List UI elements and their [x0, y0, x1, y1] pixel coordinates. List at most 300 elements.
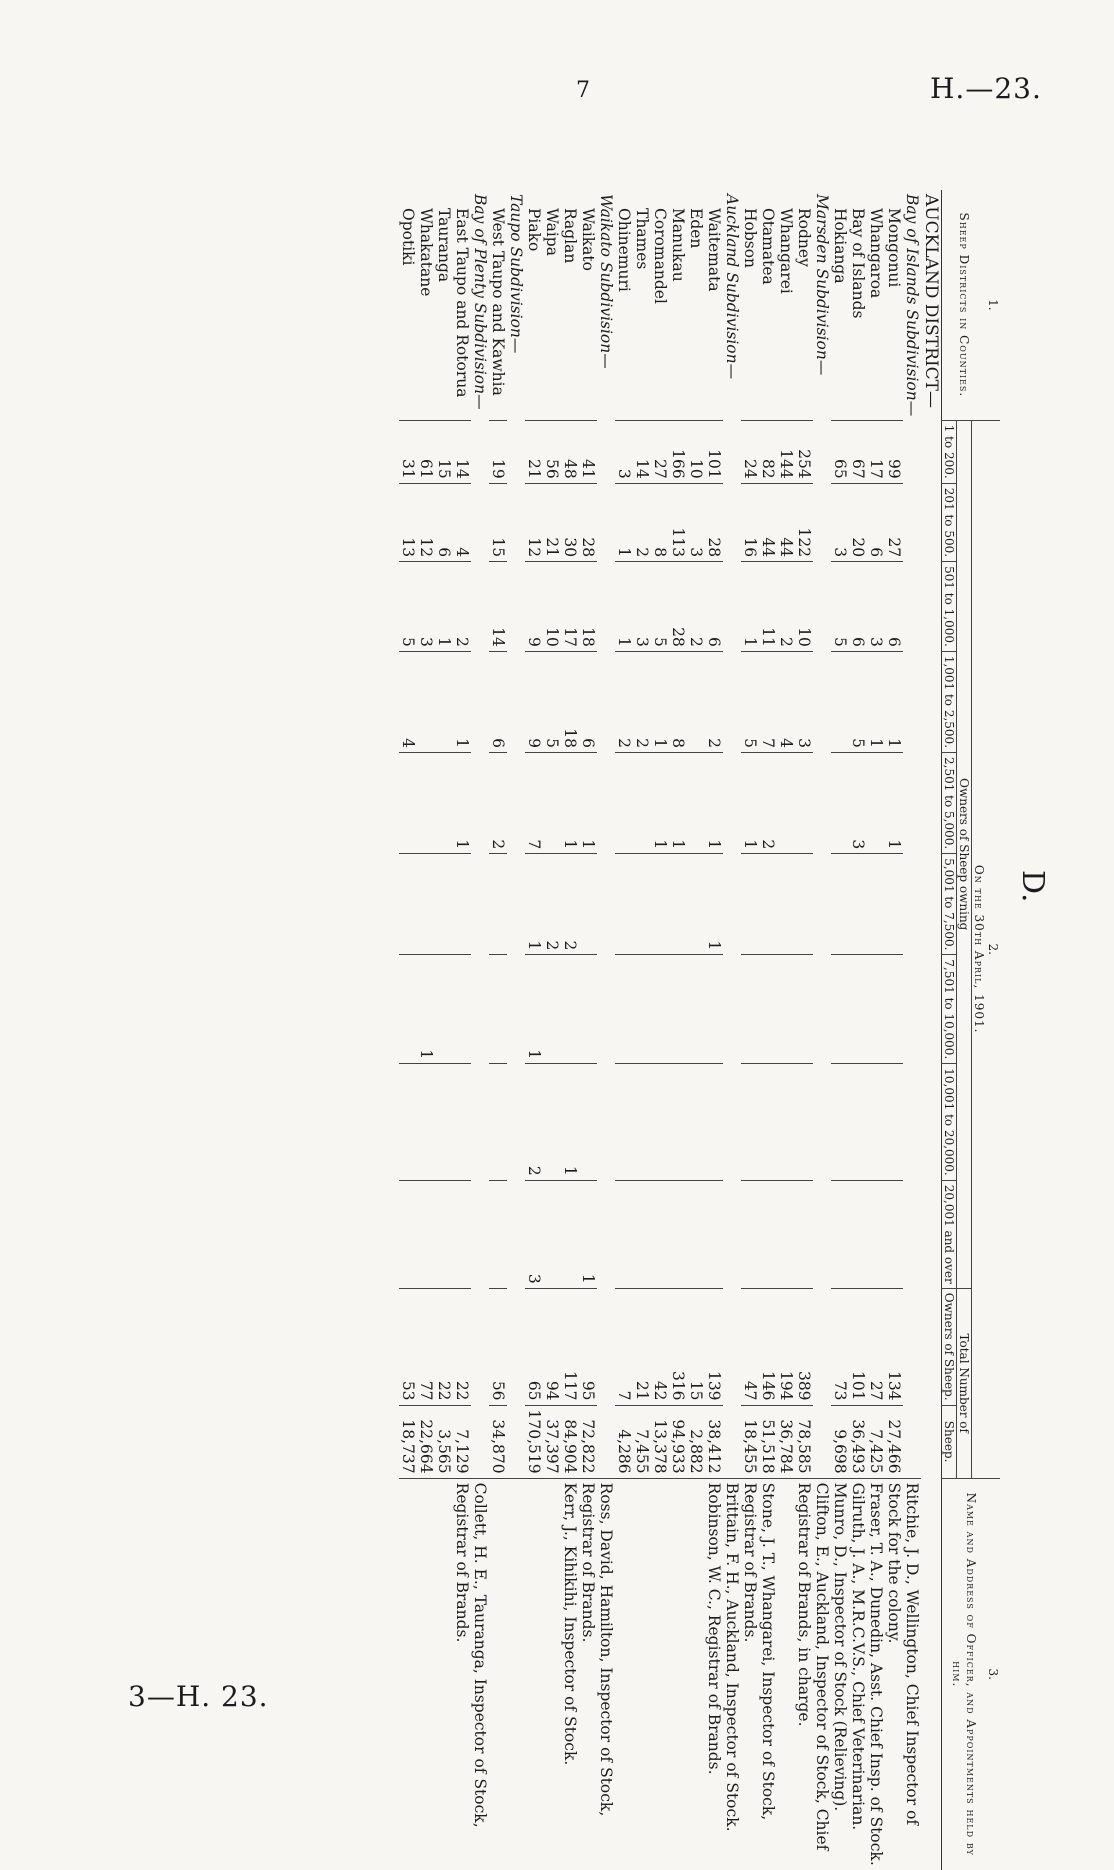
- owners-range-cell: [867, 1180, 885, 1288]
- col2-title: On the 30th April, 1901.: [972, 420, 987, 1478]
- owners-range-cell: 7: [525, 753, 543, 854]
- county-name: West Taupo and Kawhia: [489, 208, 507, 396]
- owners-range-cell: 1: [453, 753, 471, 854]
- owners-range-cell: 1: [561, 1064, 579, 1180]
- owners-range-cell: 44: [759, 483, 777, 561]
- owners-total-cell: 194: [777, 1288, 795, 1405]
- owners-range-cell: 2: [633, 483, 651, 561]
- owners-range-cell: 1: [651, 651, 669, 752]
- officer-line: Registrar of Brands, in charge.: [795, 1482, 813, 1727]
- owners-range-cell: 2: [777, 562, 795, 652]
- owners-range-cell: [669, 1180, 687, 1288]
- owners-range-cell: 31: [399, 420, 417, 483]
- owners-range-cell: [651, 955, 669, 1064]
- officer-cell: [831, 1478, 921, 1870]
- owners-range-cell: 14: [453, 420, 471, 483]
- owners-range-cell: [831, 753, 849, 854]
- owners-range-cell: 27: [885, 483, 903, 561]
- owners-range-cell: [849, 955, 867, 1064]
- owners-range-cell: 18: [561, 651, 579, 752]
- sheep-total-cell: 78,585: [795, 1405, 813, 1478]
- owners-range-cell: [651, 854, 669, 955]
- owners-range-cell: 3: [687, 483, 705, 561]
- owners-range-cell: [435, 955, 453, 1064]
- owners-range-cell: 28: [579, 483, 597, 561]
- range-header: 2,501 to 5,000.: [942, 753, 957, 854]
- owners-range-cell: 6: [705, 562, 723, 652]
- owners-range-cell: 101: [705, 420, 723, 483]
- owners-range-cell: [777, 955, 795, 1064]
- officer-line: Registrar of Brands.: [453, 1482, 471, 1643]
- owners-range-cell: [417, 753, 435, 854]
- owners-range-cell: 8: [651, 483, 669, 561]
- owners-range-cell: [795, 1180, 813, 1288]
- owners-range-cell: 10: [795, 562, 813, 652]
- owners-range-cell: 1: [705, 854, 723, 955]
- owners-range-cell: 6: [849, 562, 867, 652]
- owners-range-cell: 1: [525, 955, 543, 1064]
- sheep-total-cell: 36,784: [777, 1405, 795, 1478]
- owners-range-cell: 24: [741, 420, 759, 483]
- owners-range-cell: [417, 1180, 435, 1288]
- owners-range-cell: [579, 1064, 597, 1180]
- owners-total-cell: 94: [543, 1288, 561, 1405]
- owners-range-cell: [435, 1064, 453, 1180]
- owners-range-cell: 144: [777, 420, 795, 483]
- owners-range-cell: 2: [615, 651, 633, 752]
- county-name: Whangaroa: [867, 208, 885, 299]
- owners-range-cell: [687, 955, 705, 1064]
- owners-total-cell: 56: [489, 1288, 507, 1405]
- owners-range-cell: [435, 854, 453, 955]
- owners-total-cell: 139: [705, 1288, 723, 1405]
- officer-line: Robinson, W. C., Registrar of Brands.: [705, 1482, 723, 1775]
- county-name: Otamatea: [759, 208, 777, 285]
- owners-range-cell: 3: [849, 753, 867, 854]
- owners-range-cell: 254: [795, 420, 813, 483]
- sheep-total-cell: 170,519: [525, 1405, 543, 1478]
- owners-range-cell: [543, 1064, 561, 1180]
- owners-range-cell: 10: [543, 562, 561, 652]
- range-header: 501 to 1,000.: [942, 562, 957, 652]
- owners-range-cell: 21: [525, 420, 543, 483]
- owners-range-cell: [453, 1064, 471, 1180]
- county-name: Eden: [687, 208, 705, 249]
- sheep-total-cell: 18,455: [741, 1405, 759, 1478]
- owners-range-cell: 18: [579, 562, 597, 652]
- sheep-total-cell: 7,129: [453, 1405, 471, 1478]
- owners-range-cell: 5: [741, 651, 759, 752]
- owners-range-cell: 27: [651, 420, 669, 483]
- owners-range-cell: 67: [849, 420, 867, 483]
- owners-range-cell: 1: [525, 854, 543, 955]
- owners-range-cell: 99: [885, 420, 903, 483]
- owners-total-cell: 65: [525, 1288, 543, 1405]
- officer-line: Registrar of Brands.: [741, 1482, 759, 1643]
- owners-range-cell: [435, 1180, 453, 1288]
- owners-range-cell: [687, 1180, 705, 1288]
- owners-range-cell: 1: [615, 483, 633, 561]
- owners-range-cell: [615, 854, 633, 955]
- owners-range-cell: [651, 1180, 669, 1288]
- owners-range-cell: 20: [849, 483, 867, 561]
- owners-range-cell: [417, 1064, 435, 1180]
- owners-total-cell: 389: [795, 1288, 813, 1405]
- owners-range-cell: [543, 753, 561, 854]
- owners-range-cell: [759, 955, 777, 1064]
- county-name: Opotiki: [399, 208, 417, 266]
- officer-line: Registrar of Brands.: [579, 1482, 597, 1643]
- county-name: Raglan: [561, 208, 579, 264]
- page-number: 7: [576, 78, 591, 103]
- range-header: 201 to 500.: [942, 483, 957, 561]
- owners-range-cell: [561, 1180, 579, 1288]
- owners-range-cell: 4: [399, 651, 417, 752]
- col1-title: Sheep Districts in Counties.: [957, 212, 971, 398]
- officer-line: Gilruth, J. A., M.R.C.V.S., Chief Veterinarian.: [849, 1482, 867, 1831]
- owners-range-cell: [399, 1064, 417, 1180]
- owners-range-cell: 12: [417, 483, 435, 561]
- owners-range-cell: [885, 1180, 903, 1288]
- owners-range-cell: [633, 854, 651, 955]
- owners-range-cell: 6: [579, 651, 597, 752]
- owners-total-cell: 101: [849, 1288, 867, 1405]
- owners-range-cell: 4: [453, 483, 471, 561]
- owners-range-cell: [669, 854, 687, 955]
- county-name: Piako: [525, 208, 543, 252]
- owners-range-cell: 4: [777, 651, 795, 752]
- subdivision-name: Waikato Subdivision—: [597, 194, 615, 369]
- owners-range-cell: [849, 1180, 867, 1288]
- owners-range-cell: [561, 955, 579, 1064]
- owners-range-cell: [579, 854, 597, 955]
- owners-range-cell: 6: [867, 483, 885, 561]
- owners-range-cell: 8: [669, 651, 687, 752]
- owners-total-cell: 47: [741, 1288, 759, 1405]
- owners-range-cell: 2: [453, 562, 471, 652]
- county-name: Manukau: [669, 208, 687, 282]
- owners-range-cell: [453, 955, 471, 1064]
- sheep-total-cell: 3,565: [435, 1405, 453, 1478]
- range-header: 7,501 to 10,000.: [942, 955, 957, 1064]
- range-header: 1,001 to 2,500.: [942, 651, 957, 752]
- sheep-total-cell: 4,286: [615, 1405, 633, 1478]
- owners-range-cell: [885, 955, 903, 1064]
- owners-range-cell: [741, 955, 759, 1064]
- county-name: Hobson: [741, 208, 759, 269]
- county-name: Rodney: [795, 208, 813, 267]
- subdivision-row: [507, 190, 525, 1870]
- owners-range-cell: [795, 753, 813, 854]
- owners-range-cell: 6: [435, 483, 453, 561]
- sheep-total-cell: 72,822: [579, 1405, 597, 1478]
- owners-total-cell: 95: [579, 1288, 597, 1405]
- section-letter: D.: [1015, 870, 1050, 903]
- sheep-owners-table: [399, 190, 1000, 1870]
- owners-range-cell: [615, 1064, 633, 1180]
- owners-range-cell: 6: [489, 651, 507, 752]
- sheep-total-cell: 94,933: [669, 1405, 687, 1478]
- owners-range-cell: [489, 1180, 507, 1288]
- owners-total-cell: 42: [651, 1288, 669, 1405]
- owners-range-cell: 122: [795, 483, 813, 561]
- subdivision-row: [723, 190, 741, 1870]
- owners-range-cell: [669, 955, 687, 1064]
- owners-range-cell: [453, 854, 471, 955]
- sheep-total-cell: 34,870: [489, 1405, 507, 1478]
- page-reference-left: 3—H. 23.: [128, 1680, 269, 1713]
- owners-range-cell: 1: [615, 562, 633, 652]
- owners-range-cell: 48: [561, 420, 579, 483]
- owners-range-cell: [687, 854, 705, 955]
- owners-total-header: Owners of Sheep.: [942, 1288, 957, 1405]
- owners-range-cell: 1: [579, 753, 597, 854]
- owners-range-cell: 5: [651, 562, 669, 652]
- range-header: 20,001 and over: [942, 1180, 957, 1288]
- sheep-total-cell: 13,378: [651, 1405, 669, 1478]
- county-name: Tauranga: [435, 208, 453, 283]
- county-name: Hokianga: [831, 208, 849, 284]
- officer-line: [777, 1483, 795, 1866]
- owners-range-cell: 17: [561, 562, 579, 652]
- owners-range-cell: [705, 1180, 723, 1288]
- owners-range-cell: 7: [759, 651, 777, 752]
- owners-range-cell: 16: [741, 483, 759, 561]
- officer-line: Ritchie, J. D., Wellington, Chief Inspector of: [903, 1482, 921, 1826]
- owners-range-cell: [399, 1180, 417, 1288]
- owners-range-cell: [777, 1064, 795, 1180]
- officer-line: Fraser, T. A., Dunedin, Asst. Chief Insp. of Stock.: [867, 1482, 885, 1866]
- owners-range-cell: 1: [741, 753, 759, 854]
- owners-range-cell: [615, 1180, 633, 1288]
- owners-total-cell: 27: [867, 1288, 885, 1405]
- county-name: Waipa: [543, 208, 561, 256]
- owners-range-cell: 44: [777, 483, 795, 561]
- sheep-total-cell: 18,737: [399, 1405, 417, 1478]
- owners-range-cell: [543, 955, 561, 1064]
- sheep-total-cell: 2,882: [687, 1405, 705, 1478]
- owners-range-cell: 1: [561, 753, 579, 854]
- owners-range-cell: 19: [489, 420, 507, 483]
- sheep-total-cell: 27,466: [885, 1405, 903, 1478]
- owners-range-cell: 113: [669, 483, 687, 561]
- owners-total-cell: 117: [561, 1288, 579, 1405]
- owners-range-cell: [687, 753, 705, 854]
- owners-range-cell: 56: [543, 420, 561, 483]
- owners-range-cell: 2: [561, 854, 579, 955]
- owners-range-cell: [435, 753, 453, 854]
- owners-range-cell: [777, 1180, 795, 1288]
- range-header: 1 to 200.: [942, 420, 957, 483]
- officer-line: Munro, D., Inspector of Stock (Relieving).: [831, 1482, 849, 1812]
- owners-range-cell: [633, 753, 651, 854]
- sheep-total-cell: 37,397: [543, 1405, 561, 1478]
- owners-range-cell: [579, 955, 597, 1064]
- owners-range-cell: [759, 1180, 777, 1288]
- page-reference-right: H.—23.: [930, 72, 1042, 105]
- owners-range-cell: 1: [579, 1180, 597, 1288]
- owners-range-cell: 1: [705, 753, 723, 854]
- owners-range-cell: 2: [489, 753, 507, 854]
- subdivision-row: [471, 190, 489, 1870]
- owners-range-cell: 65: [831, 420, 849, 483]
- owners-range-cell: [831, 1064, 849, 1180]
- owners-range-cell: [741, 1064, 759, 1180]
- col3-number: 3.: [986, 1478, 1000, 1870]
- owners-total-cell: 22: [435, 1288, 453, 1405]
- subdivision-row: [597, 190, 615, 1870]
- table-body: [399, 190, 942, 1870]
- owners-range-cell: 166: [669, 420, 687, 483]
- officer-line: Stock for the colony.: [885, 1482, 903, 1644]
- owners-range-cell: [795, 1064, 813, 1180]
- owners-range-cell: 17: [867, 420, 885, 483]
- owners-range-cell: 12: [525, 483, 543, 561]
- range-header: 10,001 to 20,000.: [942, 1064, 957, 1180]
- owners-range-cell: [831, 651, 849, 752]
- owners-total-cell: 22: [453, 1288, 471, 1405]
- officer-line: Kerr, J., Kihikihi, Inspector of Stock.: [561, 1482, 579, 1766]
- sheep-total-cell: 38,412: [705, 1405, 723, 1478]
- owners-total-cell: 53: [399, 1288, 417, 1405]
- owners-range-cell: 3: [615, 420, 633, 483]
- sheep-total-cell: 22,664: [417, 1405, 435, 1478]
- subdivision-name: Taupo Subdivision—: [507, 194, 525, 354]
- owners-range-cell: [687, 651, 705, 752]
- owners-range-cell: 1: [417, 955, 435, 1064]
- county-name: Bay of Islands: [849, 208, 867, 319]
- owners-range-cell: 11: [759, 562, 777, 652]
- officer-line: Clifton, E., Auckland, Inspector of Stock, Chief: [813, 1482, 831, 1851]
- owners-range-cell: [489, 854, 507, 955]
- owners-range-cell: 9: [525, 562, 543, 652]
- owners-range-cell: 5: [399, 562, 417, 652]
- county-name: Ohinemuri: [615, 208, 633, 292]
- owners-range-cell: [687, 1064, 705, 1180]
- owners-range-cell: [777, 854, 795, 955]
- col3-title: Name and Address of Officer, and Appointments held by him.: [942, 1478, 987, 1870]
- county-name: East Taupo and Rotorua: [453, 208, 471, 398]
- owners-range-cell: [417, 854, 435, 955]
- owners-range-cell: 5: [543, 651, 561, 752]
- owners-range-cell: 2: [633, 651, 651, 752]
- owners-range-cell: 6: [885, 562, 903, 652]
- owners-range-cell: [543, 1180, 561, 1288]
- owners-range-cell: [633, 1064, 651, 1180]
- owners-range-cell: [705, 1064, 723, 1180]
- officer-cell: [399, 1478, 489, 1870]
- owners-range-cell: 5: [849, 651, 867, 752]
- owners-total-cell: 134: [885, 1288, 903, 1405]
- officer-line: Collett, H. E., Tauranga, Inspector of Stock,: [471, 1482, 489, 1828]
- range-header: 5,001 to 7,500.: [942, 854, 957, 955]
- col1-number: 1.: [986, 299, 1000, 311]
- owners-range-cell: 13: [399, 483, 417, 561]
- officer-line: Stone, J. T., Whangarei, Inspector of Stock,: [759, 1482, 777, 1821]
- subdivision-row: [813, 190, 831, 1870]
- owners-range-cell: 3: [633, 562, 651, 652]
- owners-range-cell: [885, 1064, 903, 1180]
- owners-range-cell: 2: [705, 651, 723, 752]
- owners-total-cell: 316: [669, 1288, 687, 1405]
- owners-range-cell: 28: [669, 562, 687, 652]
- county-name: Mongonui: [885, 208, 903, 288]
- owners-range-cell: 28: [705, 483, 723, 561]
- owners-range-cell: 2: [525, 1064, 543, 1180]
- owners-range-cell: 3: [795, 651, 813, 752]
- owners-total-cell: 15: [687, 1288, 705, 1405]
- owners-total-cell: 146: [759, 1288, 777, 1405]
- owners-range-cell: 1: [867, 651, 885, 752]
- owners-total-cell: 77: [417, 1288, 435, 1405]
- sheep-total-cell: 51,518: [759, 1405, 777, 1478]
- owners-range-cell: [867, 955, 885, 1064]
- owners-range-cell: 3: [525, 1180, 543, 1288]
- owners-range-cell: [399, 955, 417, 1064]
- owners-range-cell: 15: [435, 420, 453, 483]
- owners-range-cell: [831, 854, 849, 955]
- subdivision-name: Auckland Subdivision—: [723, 194, 741, 380]
- sheep-total-header: Sheep.: [942, 1405, 957, 1478]
- owners-range-cell: [867, 854, 885, 955]
- owners-range-cell: [633, 955, 651, 1064]
- owners-range-cell: 10: [687, 420, 705, 483]
- owners-range-cell: [633, 1180, 651, 1288]
- officer-cell: [489, 1478, 525, 1870]
- owners-range-cell: [885, 854, 903, 955]
- county-name: Waikato: [579, 208, 597, 271]
- officer-line: Brittain, F. H., Auckland, Inspector of Stock.: [723, 1482, 741, 1832]
- owners-range-cell: [849, 854, 867, 955]
- sheep-total-cell: 7,455: [633, 1405, 651, 1478]
- sheep-total-cell: 36,493: [849, 1405, 867, 1478]
- owners-range-cell: 30: [561, 483, 579, 561]
- owners-range-cell: [651, 1064, 669, 1180]
- owners-range-cell: [867, 753, 885, 854]
- owners-range-cell: [453, 1180, 471, 1288]
- subdivision-row: [903, 190, 921, 1870]
- owners-range-cell: [867, 1064, 885, 1180]
- subdivision-name: Bay of Plenty Subdivision—: [471, 194, 489, 410]
- owners-range-cell: 1: [741, 562, 759, 652]
- county-name: Waitemata: [705, 208, 723, 292]
- county-name: Whakatane: [417, 208, 435, 297]
- owners-range-cell: 1: [885, 651, 903, 752]
- owners-group-header: Owners of Sheep owning: [957, 420, 972, 1288]
- owners-range-cell: 1: [453, 651, 471, 752]
- district-name: AUCKLAND DISTRICT—: [921, 194, 941, 408]
- owners-range-cell: [489, 955, 507, 1064]
- owners-range-cell: [399, 753, 417, 854]
- owners-range-cell: 1: [669, 753, 687, 854]
- owners-range-cell: [705, 955, 723, 1064]
- owners-range-cell: 14: [633, 420, 651, 483]
- officer-cell: [525, 1478, 615, 1870]
- owners-range-cell: [831, 955, 849, 1064]
- owners-range-cell: 2: [687, 562, 705, 652]
- owners-range-cell: [759, 854, 777, 955]
- owners-range-cell: [849, 1064, 867, 1180]
- owners-range-cell: 1: [651, 753, 669, 854]
- owners-range-cell: 41: [579, 420, 597, 483]
- owners-range-cell: 2: [543, 854, 561, 955]
- total-group-header: Total Number of: [957, 1288, 972, 1478]
- owners-range-cell: 3: [417, 562, 435, 652]
- county-name: Coromandel: [651, 208, 669, 304]
- owners-range-cell: 82: [759, 420, 777, 483]
- owners-total-cell: 73: [831, 1288, 849, 1405]
- owners-range-cell: [669, 1064, 687, 1180]
